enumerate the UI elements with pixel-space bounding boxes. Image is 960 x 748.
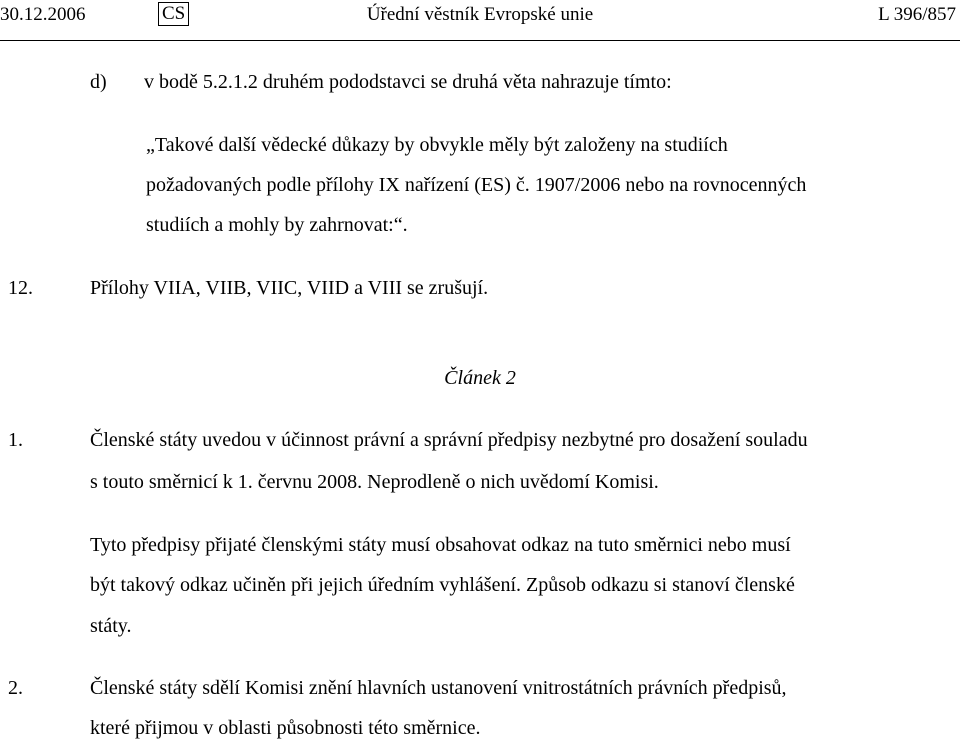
quote-line-2: požadovaných podle přílohy IX nařízení (ES) č. 1907/2006 nebo na rovnocenných bbox=[146, 174, 807, 196]
item-d-text: v bodě 5.2.1.2 druhém pododstavci se druhá věta nahrazuje tímto: bbox=[144, 71, 672, 93]
paragraph-1b-line-2: být takový odkaz učiněn při jejich úředním vyhlášení. Způsob odkazu si stanoví členské bbox=[90, 574, 795, 596]
paragraph-2-line-1: Členské státy sdělí Komisi znění hlavních ustanovení vnitrostátních právních předpisů, bbox=[90, 677, 787, 699]
page-header bbox=[0, 0, 960, 40]
point-12-number: 12. bbox=[8, 277, 33, 299]
language-badge: CS bbox=[158, 2, 189, 26]
paragraph-1b-line-1: Tyto předpisy přijaté členskými státy musí obsahovat odkaz na tuto směrnici nebo musí bbox=[90, 534, 791, 556]
paragraph-1-line-1: Členské státy uvedou v účinnost právní a správní předpisy nezbytné pro dosažení souladu bbox=[90, 429, 808, 451]
paragraph-1-number: 1. bbox=[8, 429, 23, 451]
quote-line-1: „Takové další vědecké důkazy by obvykle měly být založeny na studiích bbox=[146, 134, 728, 156]
item-d-marker: d) bbox=[90, 71, 107, 93]
page-reference: L 396/857 bbox=[878, 4, 956, 25]
paragraph-2-number: 2. bbox=[8, 677, 23, 699]
quote-line-3: studiích a mohly by zahrnovat:“. bbox=[146, 214, 408, 236]
header-divider bbox=[0, 40, 960, 41]
paragraph-1-line-2: s touto směrnicí k 1. červnu 2008. Neprodleně o nich uvědomí Komisi. bbox=[90, 471, 659, 493]
paragraph-2-line-2: které přijmou v oblasti působnosti této směrnice. bbox=[90, 717, 481, 739]
point-12-text: Přílohy VIIA, VIIB, VIIC, VIID a VIII se zrušují. bbox=[90, 277, 489, 299]
article-title: Článek 2 bbox=[444, 367, 516, 389]
publication-date: 30.12.2006 bbox=[0, 4, 86, 25]
paragraph-1b-line-3: státy. bbox=[90, 615, 132, 637]
journal-title: Úřední věstník Evropské unie bbox=[366, 4, 594, 25]
